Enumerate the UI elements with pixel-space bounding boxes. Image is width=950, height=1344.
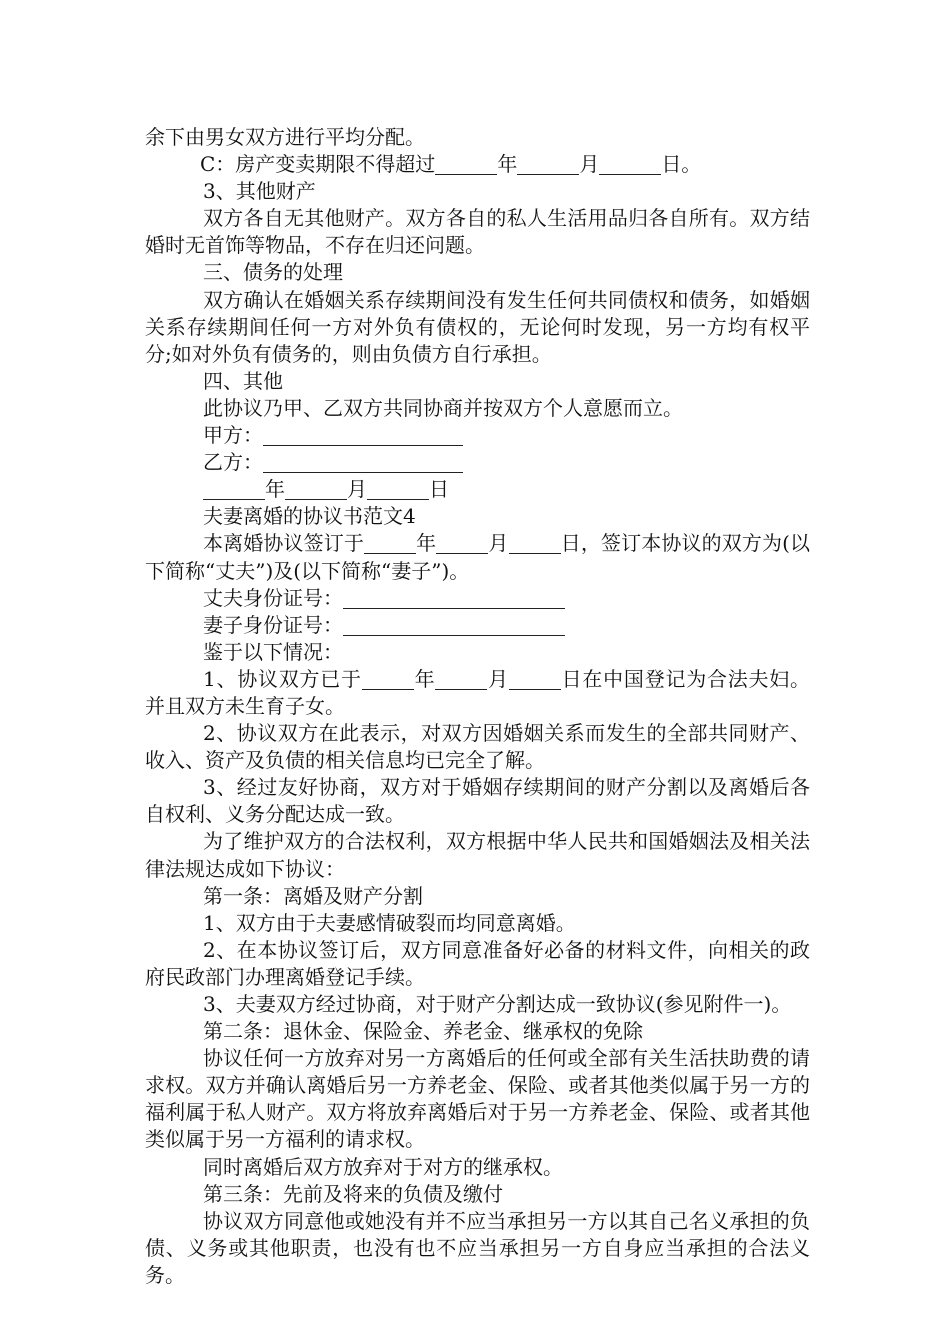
text: 日在中国登记为合法夫妇。并且双方未生育子女。 xyxy=(145,666,811,718)
text: 年 xyxy=(413,666,436,691)
paragraph: 3、其他财产 xyxy=(203,179,316,204)
text: 年 xyxy=(265,477,285,502)
text: 日，签订本协议的双方为(以下简称“丈夫”)及(以下简称“妻子”)。 xyxy=(145,531,811,583)
paragraph: 2、协议双方在此表示，对双方因婚姻关系而发生的全部共同财产、收入、资产及负债的相关信息均已完全了解。 xyxy=(145,721,810,773)
paragraph: 为了维护双方的合法权利，双方根据中华人民共和国婚姻法及相关法律法规达成如下协议： xyxy=(145,829,810,881)
section-heading: 第三条：先前及将来的负债及缴付 xyxy=(203,1181,503,1206)
section-heading: 三、债务的处理 xyxy=(203,260,343,285)
section-heading: 第一条：离婚及财产分割 xyxy=(203,883,423,908)
document-title: 夫妻离婚的协议书范文4 xyxy=(203,504,416,529)
paragraph: 协议任何一方放弃对另一方离婚后的任何或全部有关生活扶助费的请求权。双方并确认离婚后另一方养老金、保险、或者其他类似属于另一方的福利属于私人财产。双方将放弃离婚后对于另一方养老金、保险、或者其他类似属于另一方福利的请求权。 xyxy=(145,1046,810,1152)
paragraph: 3、经过友好协商，双方对于婚姻存续期间的财产分割以及离婚后各自权利、义务分配达成一致。 xyxy=(145,775,810,827)
section-heading: 第二条：退休金、保险金、养老金、继承权的免除 xyxy=(203,1019,643,1044)
text: 月 xyxy=(579,152,600,177)
text: 丈夫身份证号： xyxy=(203,585,343,610)
section-heading: 四、其他 xyxy=(203,368,283,393)
text: 月 xyxy=(347,477,367,502)
paragraph: 同时离婚后双方放弃对于对方的继承权。 xyxy=(203,1154,563,1179)
blank-line xyxy=(509,533,561,554)
blank-line xyxy=(367,479,429,500)
paragraph: 2、在本协议签订后，双方同意准备好必备的材料文件，向相关的政府民政部门办理离婚登记手续。 xyxy=(145,937,810,989)
blank-line xyxy=(364,533,416,554)
blank-line xyxy=(435,669,487,690)
paragraph: 余下由男女双方进行平均分配。 xyxy=(145,125,425,149)
blank-line xyxy=(263,452,463,473)
signature-line-party-b xyxy=(145,449,810,476)
blank-line xyxy=(436,533,488,554)
text: 日 xyxy=(429,477,449,502)
document-page xyxy=(145,124,810,1289)
signature-line-party-a xyxy=(145,422,810,449)
text: 乙方： xyxy=(203,450,263,475)
blank-line xyxy=(263,425,463,446)
text: 妻子身份证号： xyxy=(203,612,343,637)
text: 日。 xyxy=(661,152,702,177)
paragraph: 鉴于以下情况： xyxy=(203,639,343,664)
blank-line xyxy=(509,669,561,690)
paragraph: 此协议乃甲、乙双方共同协商并按双方个人意愿而立。 xyxy=(203,395,683,420)
id-line-husband xyxy=(145,585,810,612)
text: 月 xyxy=(487,666,509,691)
paragraph: 1、双方由于夫妻感情破裂而均同意离婚。 xyxy=(203,910,576,935)
blank-line xyxy=(517,154,579,175)
paragraph xyxy=(145,151,810,178)
text: 年 xyxy=(497,152,518,177)
blank-line xyxy=(343,588,565,609)
paragraph: 3、夫妻双方经过协商，对于财产分割达成一致协议(参见附件一)。 xyxy=(203,992,792,1016)
blank-line xyxy=(599,154,661,175)
blank-line xyxy=(285,479,347,500)
id-line-wife xyxy=(145,612,810,639)
paragraph: 双方确认在婚姻关系存续期间没有发生任何共同债权和债务，如婚姻关系存续期间任何一方对外负有债权的，无论何时发现，另一方均有权平分;如对外负有债务的，则由负债方自行承担。 xyxy=(145,287,810,366)
text: C：房产变卖期限不得超过 xyxy=(200,152,436,177)
text: 本离婚协议签订于 xyxy=(203,531,365,556)
paragraph xyxy=(145,530,810,584)
text: 甲方： xyxy=(203,423,263,448)
blank-line xyxy=(343,615,565,636)
paragraph: 协议双方同意他或她没有并不应当承担另一方以其自己名义承担的负债、义务或其他职责，也没有也不应当承担另一方自身应当承担的合法义务。 xyxy=(145,1208,810,1287)
blank-line xyxy=(362,669,414,690)
text: 1、协议双方已于 xyxy=(203,666,362,691)
paragraph: 双方各自无其他财产。双方各自的私人生活用品归各自所有。双方结婚时无首饰等物品，不存在归还问题。 xyxy=(145,206,810,258)
paragraph xyxy=(145,666,810,720)
text: 月 xyxy=(488,531,509,556)
date-line xyxy=(145,476,810,503)
blank-line xyxy=(203,479,265,500)
text: 年 xyxy=(416,531,437,556)
blank-line xyxy=(435,154,497,175)
